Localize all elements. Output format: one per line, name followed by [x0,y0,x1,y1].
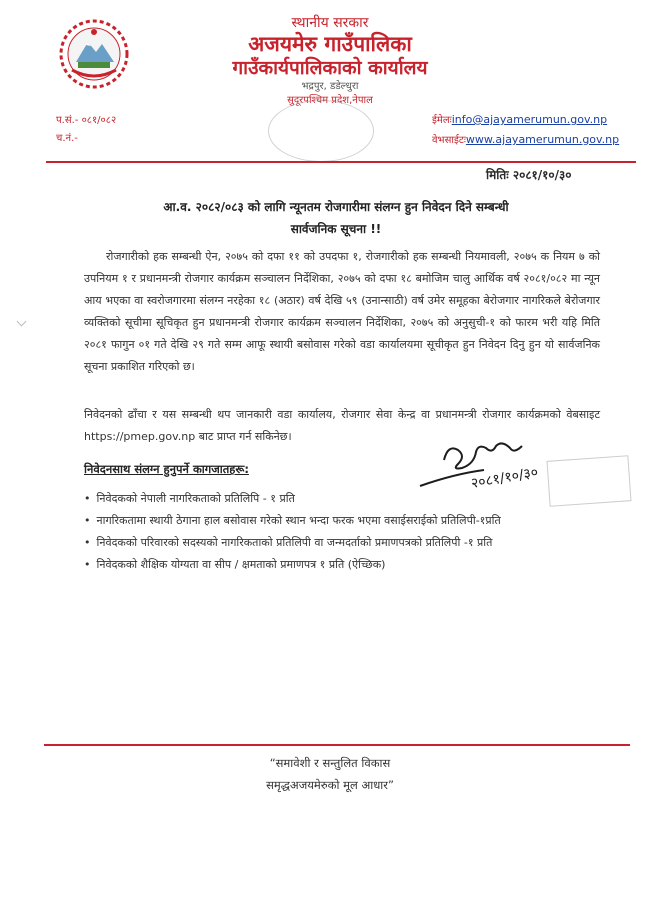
notice-title: आ.व. २०८२/०८३ को लागि न्यूनतम रोजगारीमा संलग्न हुन निवेदन दिने सम्बन्धी [163,200,509,214]
header-municipality-name: अजयमेरु गाउँपालिका [248,32,412,56]
office-header [160,14,500,108]
header-divider [46,161,636,163]
requirements-heading: निवेदनसाथ संलग्न हुनुपर्ने कागजातहरू: [84,462,249,476]
body-paragraph-2: निवेदनको ढाँचा र यस सम्बन्धी थप जानकारी वडा कार्यालय, रोजगार सेवा केन्द्र वा प्रधानमन्त्री रोजगार कार्यक्रमको वेबसाइट https://pmep.gov.np बाट प्राप्त गर्न सकिनेछ। [84,408,600,443]
scan-mark [17,317,27,327]
body-paragraph-1: रोजगारीको हक सम्बन्धी ऐन, २०७५ को दफा ११ को उपदफा १, रोजगारीको हक सम्बन्धी नियमावली, २०७५ क नियम ७ को उपनियम १ र प्रधानमन्त्री रोजगार कार्यक्रम सञ्चालन निर्देशिका, २०७५ को दफा १८ बमोजिम चालु आर्थिक वर्ष २०८१/०८२ मा न्यून आय भएका वा स्वरोजगारमा संलग्न नरहेका १८ (अठार) वर्ष देखि ५९ (उनान्साठी) वर्ष उमेर समूहका बेरोजगार नागरिकले बेरोजगार व्यक्तिको सूचीमा सूचिकृत हुन प्रधानमन्त्री रोजगार कार्यक्रम सञ्चालन निर्देशिका, २०७५ को अनुसुची-१ को फारम भरी यहि मिति २०८१ फागुन ०१ गते देखि २९ गते सम्म आफू स्थायी बसोवास गरेको वडा कार्यालयमा सूचीकृत हुन निवेदन दिनु हुन यो सार्वजनिक सूचना प्रकाशित गरिएको छ। [84,250,600,373]
motto-line-2: समृद्धअजयमेरुको मूल आधार” [266,778,394,792]
signature-date: २०८१/१०/३० [469,464,540,492]
motto-line-1: “समावेशी र सन्तुलित विकास [269,756,391,770]
header-office-name: गाउँकार्यपालिकाको कार्यालय [232,57,428,79]
dispatch-number: च.नं.- [56,133,78,144]
nepal-emblem-icon [58,18,130,90]
header-province: सुदूरपश्चिम प्रदेश,नेपाल [287,95,373,106]
list-item: • नागरिकतामा स्थायी ठेगाना हाल बसोवास गरेको स्थान भन्दा फरक भएमा वसाईसराईको प्रतिलिपी-१प्रति [84,510,604,532]
reference-number: प.सं.- ०८१/०८२ [56,115,117,126]
signatory-stamp [546,455,631,507]
office-stamp [268,100,374,162]
list-item: • निवेदकको शैक्षिक योग्यता वा सीप / क्षमताको प्रमाणपत्र १ प्रति (ऐच्छिक) [84,554,604,576]
email-label: ईमेलः [432,115,452,126]
header-line-1: स्थानीय सरकार [291,15,369,31]
letter-date: मितिः २०८१/१०/३० [486,168,572,182]
notice-subtitle: सार्वजनिक सूचना !! [290,222,382,236]
requirements-list [84,488,604,576]
website-link[interactable]: www.ajayamerumun.gov.np [465,133,620,146]
list-item: • निवेदकको नेपाली नागरिकताको प्रतिलिपि - १ प्रति [84,488,604,510]
website-line [432,132,619,146]
footer-divider [44,744,630,746]
website-label: वेभसाईटः [432,135,466,146]
email-line [432,112,607,126]
list-item: • निवेदकको परिवारको सदस्यको नागरिकताको प्रतिलिपी वा जन्मदर्ताको प्रमाणपत्रको प्रतिलिपी -१ प्रति [84,532,604,554]
header-address: भद्रपुर, डडेल्धुरा [301,81,359,92]
email-link[interactable]: info@ajayamerumun.gov.np [451,113,608,126]
